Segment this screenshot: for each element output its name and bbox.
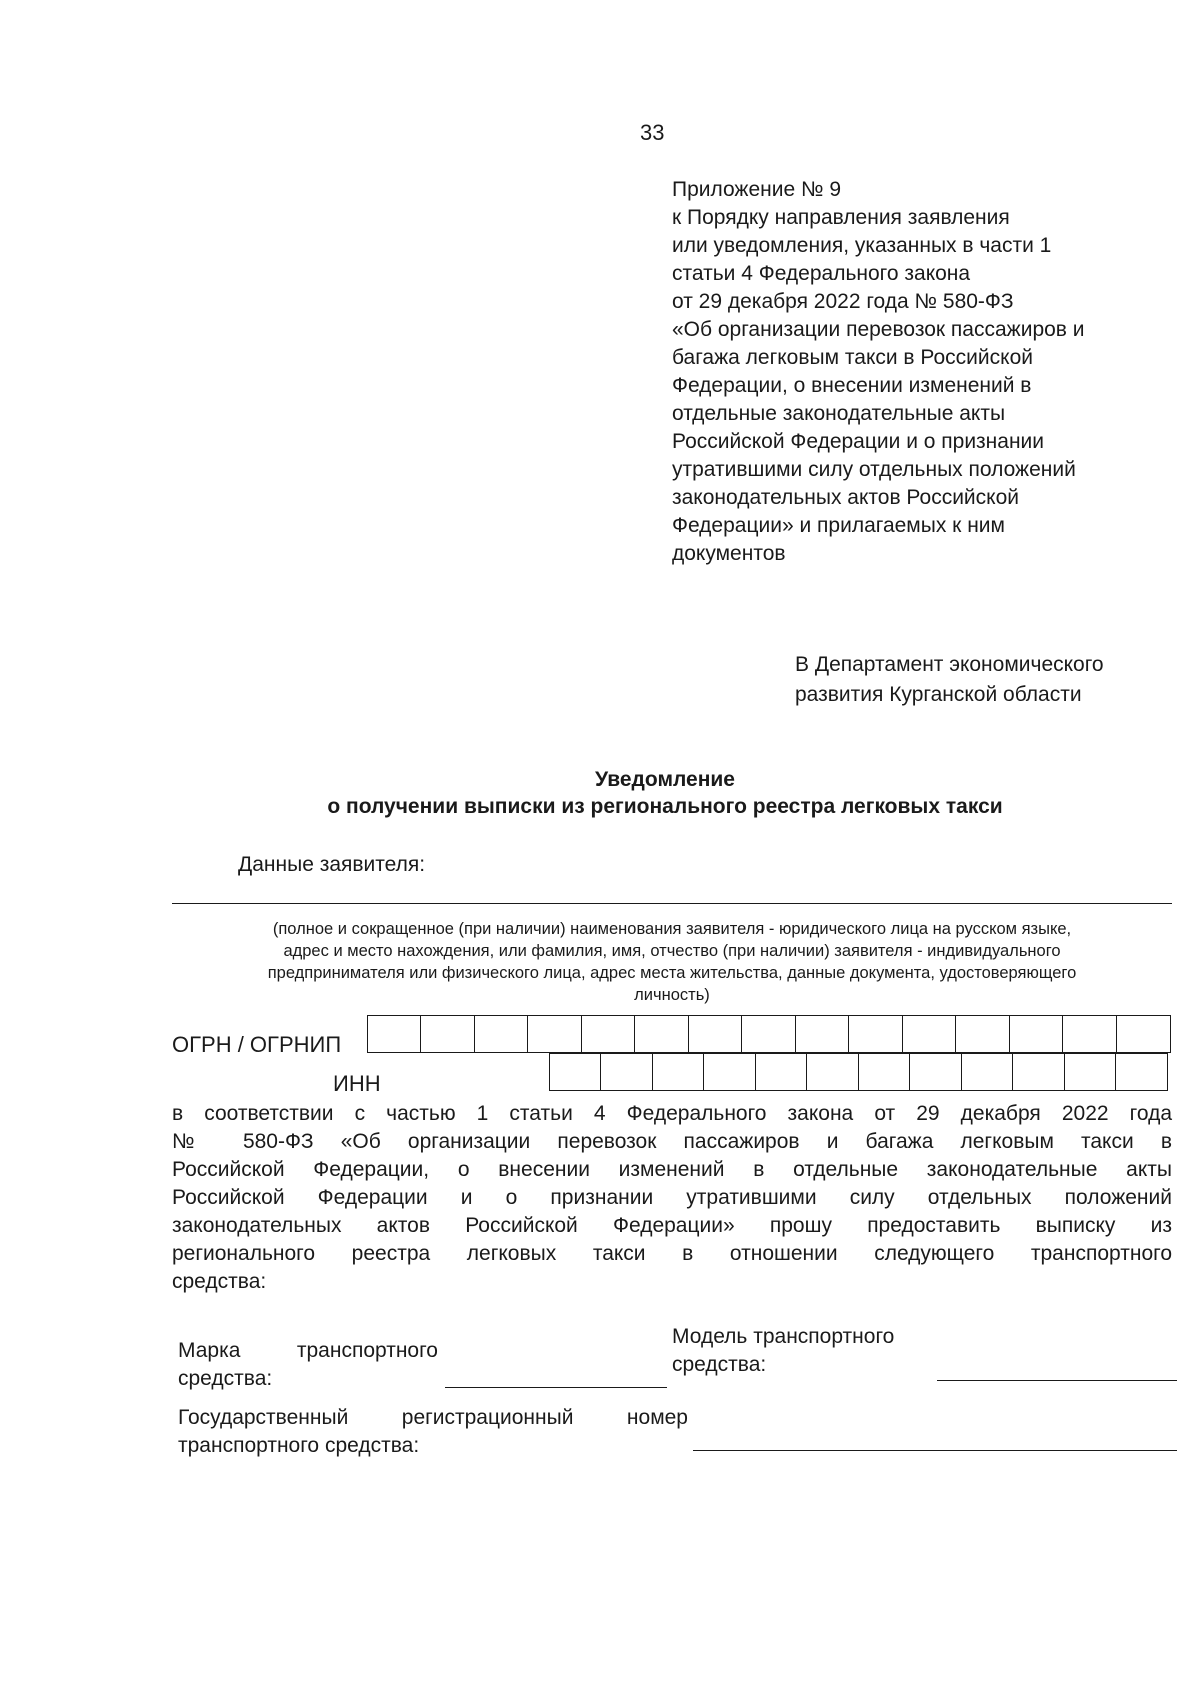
ogrn-digit-cell[interactable] <box>527 1015 582 1053</box>
vehicle-brand-label: Марка транспортного средства: <box>178 1339 438 1390</box>
appendix-line: Федерации» и прилагаемых к ним <box>672 514 1005 537</box>
appendix-line: или уведомления, указанных в части 1 <box>672 234 1052 257</box>
body-line: средства: <box>172 1270 267 1293</box>
body-line: Российской Федерации, о внесении изменений в отдельные законодательные акты <box>172 1158 1172 1181</box>
inn-label: ИНН <box>333 1071 381 1096</box>
inn-digit-cell[interactable] <box>652 1053 705 1091</box>
ogrn-digit-cell[interactable] <box>1062 1015 1117 1053</box>
appendix-line: к Порядку направления заявления <box>672 206 1010 229</box>
body-line: законодательных актов Российской Федерации» прошу предоставить выписку из <box>172 1214 1172 1237</box>
appendix-line: статьи 4 Федерального закона <box>672 262 971 285</box>
recipient-line: В Департамент экономического <box>795 653 1104 676</box>
body-line: в соответствии с частью 1 статьи 4 Федерального закона от 29 декабря 2022 года <box>172 1102 1172 1125</box>
hint-line: адрес и место нахождения, или фамилия, имя, отчество (при наличии) заявителя - индивидуального <box>283 942 1061 960</box>
inn-digit-cell[interactable] <box>806 1053 859 1091</box>
page-number: 33 <box>640 120 665 145</box>
vehicle-regnum-label: Государственный регистрационный номер транспортного средства: <box>178 1406 688 1457</box>
applicant-field-hint <box>172 918 1172 1006</box>
inn-digit-cell[interactable] <box>858 1053 911 1091</box>
inn-digit-cell[interactable] <box>600 1053 653 1091</box>
ogrn-digit-cell[interactable] <box>1116 1015 1171 1053</box>
appendix-line: отдельные законодательные акты <box>672 402 1006 425</box>
ogrn-digit-cell[interactable] <box>474 1015 529 1053</box>
appendix-line: законодательных актов Российской <box>672 486 1019 509</box>
inn-digit-cell[interactable] <box>961 1053 1014 1091</box>
body-line: Российской Федерации и о признании утратившими силу отдельных положений <box>172 1186 1172 1209</box>
ogrn-digit-cell[interactable] <box>688 1015 743 1053</box>
appendix-line: багажа легковым такси в Российской <box>672 346 1033 369</box>
applicant-data-field[interactable] <box>172 903 1172 904</box>
document-title: Уведомление <box>594 768 735 791</box>
ogrn-digit-cell[interactable] <box>420 1015 475 1053</box>
inn-digit-cell[interactable] <box>703 1053 756 1091</box>
ogrn-digit-cell[interactable] <box>902 1015 957 1053</box>
hint-line: предпринимателя или физического лица, адрес места жительства, данные документа, удостоверяющего <box>267 964 1077 982</box>
vehicle-model-label: Модель транспортного средства: <box>672 1325 895 1376</box>
ogrn-digit-cell[interactable] <box>581 1015 636 1053</box>
inn-digit-cell[interactable] <box>1012 1053 1065 1091</box>
vehicle-brand-field[interactable] <box>445 1387 667 1388</box>
inn-digit-cell[interactable] <box>1115 1053 1168 1091</box>
ogrn-digit-cell[interactable] <box>848 1015 903 1053</box>
appendix-line: Федерации, о внесении изменений в <box>672 374 1032 397</box>
appendix-line: Приложение № 9 <box>672 178 842 201</box>
inn-digit-cell[interactable] <box>755 1053 808 1091</box>
inn-digit-cell[interactable] <box>1064 1053 1117 1091</box>
appendix-header <box>672 176 1172 568</box>
vehicle-model-field[interactable] <box>937 1380 1177 1381</box>
recipient-block <box>795 650 1104 710</box>
inn-digit-cell[interactable] <box>549 1053 602 1091</box>
hint-line: личность) <box>634 986 710 1004</box>
ogrn-label: ОГРН / ОГРНИП <box>172 1032 342 1057</box>
appendix-line: от 29 декабря 2022 года № 580-ФЗ <box>672 290 1014 313</box>
appendix-line: «Об организации перевозок пассажиров и <box>672 318 1085 341</box>
appendix-line: утратившими силу отдельных положений <box>672 458 1076 481</box>
request-body <box>172 1100 1172 1296</box>
ogrn-digit-cell[interactable] <box>634 1015 689 1053</box>
inn-cell-grid[interactable] <box>550 1053 1168 1091</box>
ogrn-digit-cell[interactable] <box>367 1015 422 1053</box>
ogrn-digit-cell[interactable] <box>741 1015 796 1053</box>
ogrn-digit-cell[interactable] <box>1009 1015 1064 1053</box>
inn-digit-cell[interactable] <box>909 1053 962 1091</box>
appendix-line: документов <box>672 542 786 565</box>
recipient-line: развития Курганской области <box>795 683 1082 706</box>
ogrn-cell-grid[interactable] <box>368 1015 1171 1053</box>
ogrn-digit-cell[interactable] <box>795 1015 850 1053</box>
body-line: № 580-ФЗ «Об организации перевозок пассажиров и багажа легковым такси в <box>172 1130 1172 1153</box>
body-line: регионального реестра легковых такси в отношении следующего транспортного <box>172 1242 1172 1265</box>
vehicle-regnum-field[interactable] <box>693 1450 1177 1451</box>
hint-line: (полное и сокращенное (при наличии) наименования заявителя - юридического лица на русском языке, <box>272 920 1072 938</box>
ogrn-digit-cell[interactable] <box>955 1015 1010 1053</box>
appendix-line: Российской Федерации и о признании <box>672 430 1045 453</box>
applicant-data-label: Данные заявителя: <box>238 853 426 876</box>
document-subtitle: о получении выписки из регионального реестра легковых такси <box>327 795 1003 818</box>
